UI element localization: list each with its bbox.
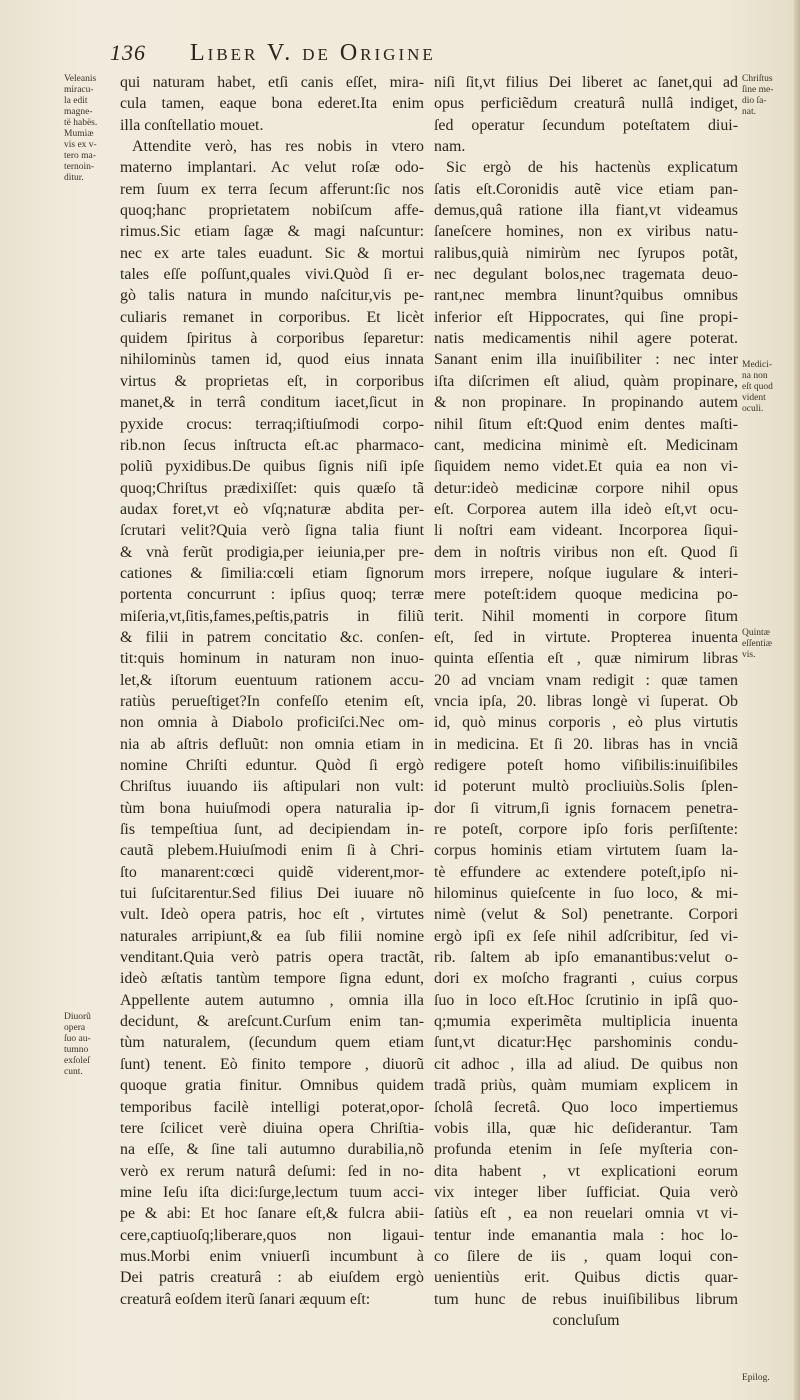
text-line: redigere poteſt homo viſibilis:inuiſibiles — [434, 757, 738, 774]
text-line: tentur inde emanantia mala : hoc lo- — [434, 1226, 738, 1244]
text-line: rimus.Sic etiam ſagæ & magi naſcuntur: — [120, 223, 424, 241]
text-line: quinta eſſentia eſt , quæ nimirum libras — [434, 650, 738, 668]
text-line: temporibus facilè intelligi poterat,opor- — [120, 1098, 424, 1116]
margin-note-right-1 — [742, 74, 796, 118]
text-line: ergò ipſi ex ſeſe nihil adſcribitur, ſed vi- — [434, 927, 738, 945]
text-line: cere,captiuoſq;liberare,quos non ligaui- — [120, 1226, 424, 1244]
margin-note-line: tumno — [64, 1045, 89, 1055]
margin-note-line: vis ex v- — [64, 140, 97, 150]
text-line: eſt. Corporea autem illa ideò eſt,vt ocu- — [434, 500, 738, 518]
text-line: tui ſuſcitarentur.Sed filius Dei iuuare nõ — [120, 885, 424, 903]
margin-note-line: Quintæ — [742, 628, 770, 638]
text-line: tit:quis hominum in naturam non inuo- — [120, 650, 424, 668]
text-line: Sic ergò de his hactenùs explicatum — [446, 159, 738, 177]
text-line: Appellente autem autumno , omnia illa — [120, 991, 424, 1009]
margin-note-line: ditur. — [64, 173, 84, 183]
text-line: ideò æſtatis tantùm tempore ſigna edunt, — [120, 970, 424, 988]
page-title: Liber V. de Origine — [190, 40, 436, 66]
text-line: ſunt) tenent. Eò finito tempore , diuorũ — [120, 1055, 424, 1073]
text-line: nihil ſitum eſt:Quod enim dentes maſti- — [434, 415, 738, 433]
margin-note-line: Epilog. — [742, 1373, 770, 1383]
text-line: ſed operatur ſecundum poteſtatem diui- — [434, 116, 738, 134]
text-line: & non propinare. In propinando autem — [434, 394, 738, 412]
text-line: re poteſt, corpore ipſo foris perſiſtente: — [434, 821, 738, 839]
text-line: culiaris remanet in corporibus. Et licèt — [120, 308, 424, 326]
margin-note-line: exſoleſ — [64, 1056, 90, 1066]
text-line: virtus & proprietas eſt, in corporibus — [120, 372, 424, 390]
text-line: mere poteſt:idem quoque medicina po- — [434, 586, 738, 604]
text-line: tùm bona huiuſmodi opera naturalia ip- — [120, 799, 424, 817]
text-line: na eſſe, & ſine tali autumno durabilia,nõ — [120, 1141, 424, 1159]
text-line: pe & abi: Et hoc ſanare eſt,& fulcra abii- — [120, 1205, 424, 1223]
text-line: vncia ipſa, 20. libras longè vi ſuperat. Ob — [434, 692, 738, 710]
text-line: poliũ pyxidibus.De quibus ſignis niſi ipſe — [120, 458, 424, 476]
text-line: & vnà ferũt prodigia,per ieiunia,per pre- — [120, 543, 424, 561]
text-line: tradã priùs, quàm mumiam explicem in — [434, 1077, 738, 1095]
margin-note-line: Mumiæ — [64, 129, 94, 139]
margin-note-line: na non — [742, 371, 768, 381]
running-head — [110, 40, 710, 70]
text-line: Attendite verò, has res nobis in vtero — [132, 138, 424, 156]
text-line: cula tamen, eaque bona ederet.Ita enim — [120, 95, 424, 113]
margin-note-line: vis. — [742, 650, 756, 660]
right-text-column — [434, 72, 738, 1331]
text-line: q;mumia experimẽta multiplicia inuenta — [434, 1013, 738, 1031]
text-line: ſunt,vt dicatur:Hęc parshominis condu- — [434, 1034, 738, 1052]
text-line: illa conſtellatio mouet. — [120, 116, 264, 134]
text-line: qui naturam habet, etſi canis eſſet, mira- — [120, 74, 424, 91]
text-line: nam. — [434, 138, 466, 156]
text-line: hilominus quieſcente in ſuo loco, & mi- — [434, 885, 738, 903]
text-line: nec ex arte tales euadunt. Sic & mortui — [120, 244, 424, 262]
margin-note-line: Medici- — [742, 360, 773, 370]
text-line: profunda etenim in ſeſe myſteria con- — [434, 1141, 738, 1159]
text-line: ſaneſcere homines, non ex viribus natu- — [434, 223, 738, 241]
text-line: dor ſi vitrum,ſi ignis fornacem penetra- — [434, 799, 738, 817]
text-line: quoque gratia finitur. Omnibus quidem — [120, 1077, 424, 1095]
text-line: verò ex rerum naturâ deſumi: ſed in no- — [120, 1162, 424, 1180]
text-line: pyxide crocus: terraq;iſtiuſmodi corpo- — [120, 415, 424, 433]
text-line: non omnia à Diabolo proficiſci.Nec om- — [120, 714, 424, 732]
text-line: rant,nec membra linunt?quibus omnibus — [434, 287, 738, 305]
margin-note-right-4 — [742, 1373, 796, 1384]
text-line: ſatiùs eſt , ea non reuelari omnia vt vi- — [434, 1205, 738, 1223]
text-line: cant, medicina minimè eſt. Medicinam — [434, 436, 738, 454]
margin-note-line: ſuo au- — [64, 1034, 91, 1044]
margin-note-line: magne- — [64, 107, 93, 117]
text-line: nec degulant bolos,nec tragemata deuo- — [434, 266, 738, 284]
text-line: li noſtri eam videant. Incorporea ſiqui- — [434, 522, 738, 540]
text-line: ralibus,quià nimirùm nec ſyrupos potãt, — [434, 244, 738, 262]
text-line: nia ab aſtris defluũt: non omnia etiam in — [120, 735, 424, 753]
text-line: iſta diſcrimen eſt aliud, quàm propinare, — [434, 372, 738, 390]
text-line: tùm naturalem, (ſecundum quem etiam — [120, 1034, 424, 1052]
text-line: rib.non ſecus inſtructa eſt.ac pharmaco- — [120, 436, 424, 454]
text-line: audax foret,vt eò vſq;naturæ abdita per- — [120, 500, 424, 518]
text-line: dori ex moſcho fragranti , cuius corpus — [434, 970, 738, 988]
text-line: demus,quâ ratione illa fiant,vt videamus — [434, 202, 738, 220]
text-line: venditant.Quia verò patris opera tractãt, — [120, 949, 424, 967]
text-line: quoq;hanc proprietatem nobiſcum affe- — [120, 202, 424, 220]
margin-note-right-2 — [742, 360, 796, 415]
margin-note-line: Diuorũ — [64, 1012, 91, 1022]
text-line: gò talis natura in mundo naſcitur,vis pe- — [120, 287, 424, 305]
text-line: decidunt, & areſcunt.Curſum enim tan- — [120, 1013, 424, 1031]
text-line: mus.Morbi enim vniuerſi incumbunt à — [120, 1247, 424, 1265]
text-line: eſt, ſed in virtute. Propterea inuenta — [434, 628, 738, 646]
text-line: Dei patris creaturâ : ab eiuſdem ergò — [120, 1269, 424, 1287]
text-line: ſiquidem nemo videt.Et quia ea non vi- — [434, 458, 738, 476]
margin-note-line: ſine me- — [742, 85, 774, 95]
text-line: ſcholâ ſecretâ. Quo loco impertiemus — [434, 1098, 738, 1116]
text-line: ſto manarent:cœci quidẽ viderent,mor- — [120, 863, 424, 881]
margin-note-line: dio ſa- — [742, 96, 767, 106]
text-line: creaturâ eoſdem iterũ ſanari æquum eſt: — [120, 1290, 371, 1308]
text-line: corpus hominis etiam virtutem ſuam la- — [434, 842, 738, 860]
text-line: opus perficiẽdum creaturâ nullâ indiget, — [434, 95, 738, 113]
margin-note-right-3 — [742, 628, 796, 661]
margin-note-line: nat. — [742, 107, 756, 117]
margin-note-line: tero ma- — [64, 151, 96, 161]
text-line: ſcrutari velit?Quia verò ſigna talia fiunt — [120, 522, 424, 540]
text-line: inferior eſt Hippocrates, qui ſine propi- — [434, 308, 738, 326]
text-line: ſuo in loco eſt.Hoc ſcrutinio in ipſâ quo- — [434, 991, 738, 1009]
text-line: detur:ideò medicinæ corpore nihil opus — [434, 479, 738, 497]
text-line: niſi ſit,vt filius Dei liberet ac ſanet,qui ad — [434, 74, 738, 91]
text-line: mine Ieſu iſta dici:ſurge,lectum tuum acci- — [120, 1183, 424, 1201]
text-line: tum hunc de rebus inuiſibilibus librum — [434, 1290, 738, 1308]
text-line: terit. Nihil momenti in corpore ſitum — [434, 607, 738, 625]
margin-note-line: opera — [64, 1023, 86, 1033]
margin-note-left-1 — [64, 74, 116, 184]
text-line: naturales arripiunt,& ea ſub filii nomine — [120, 927, 424, 945]
text-line: dita habent , vt explicationi eorum — [434, 1162, 738, 1180]
text-line: ſis tempeſtiua ſunt, ad decipiendam in- — [120, 821, 424, 839]
text-line: materno implantari. Ac velut roſæ odo- — [120, 159, 424, 177]
text-line: uenientiùs erit. Quibus dictis quar- — [434, 1269, 738, 1287]
text-line: vix integer liber ſufficiat. Quia verò — [434, 1183, 738, 1201]
margin-note-left-2 — [64, 1012, 116, 1078]
text-line: & filii in patrem concitatio &c. conſen- — [120, 628, 424, 646]
text-line: natis medicamentis nihil agere poterat. — [434, 330, 738, 348]
margin-note-line: Chriſtus — [742, 74, 773, 84]
text-line: ſatis eſt.Coronidis autẽ vice etiam pan- — [434, 180, 738, 198]
margin-note-line: eſt quod — [742, 382, 773, 392]
text-line: miſeria,vt,ſitis,fames,peſtis,patris in filiũ — [120, 607, 424, 625]
text-line: Chriſtus iuuando iis aſtipulari non vult: — [120, 778, 424, 796]
margin-note-line: cunt. — [64, 1067, 83, 1077]
text-line: Sanant enim illa inuiſibiliter : nec inter — [434, 351, 738, 369]
text-line: tales eſſe poſſunt,quales vivi.Quòd ſi er- — [120, 266, 424, 284]
text-line: concluſum — [552, 1311, 620, 1329]
page-number: 136 — [110, 40, 146, 65]
text-line: rib. ſaltem ab ipſo emanantibus:velut o- — [434, 949, 738, 967]
text-line: nomine Chriſti eduntur. Quòd ſi ergò — [120, 757, 424, 774]
text-line: nihilominùs tamen id, quod eius innata — [120, 351, 424, 369]
text-line: in medicina. Et ſi 20. libras has in vnciã — [434, 735, 738, 753]
text-line: ratiùs perueſtiget?In confeſſo etenim eſt, — [120, 692, 424, 710]
margin-note-line: miracu- — [64, 85, 94, 95]
text-line: id poterunt multò procliuiùs.Solis ſplen- — [434, 778, 738, 796]
margin-note-line: të habës. — [64, 118, 98, 128]
text-line: dem in noſtris viribus non eſt. Quod ſi — [434, 543, 738, 561]
text-line: portenta concurrunt : ipſius quoq; terræ — [120, 586, 424, 604]
text-line: co ſilere de iis , quam loqui con- — [434, 1247, 738, 1265]
page-edge — [794, 0, 800, 1400]
margin-note-line: vident — [742, 393, 766, 403]
text-line: mors irrepere, noſque iugulare & interi- — [434, 564, 738, 582]
text-line: tere ſcilicet verè diuina opera Chriſtia- — [120, 1119, 424, 1137]
text-line: cationes & ſimilia:cœli etiam ſignorum — [120, 564, 424, 582]
text-line: id, quò minus corporis , eò plus virtutis — [434, 714, 738, 732]
text-line: quoq;Chriſtus prædixiſſet: quis quæſo tã — [120, 479, 424, 497]
margin-note-line: eſſentiæ — [742, 639, 773, 649]
margin-note-line: ternoin- — [64, 162, 95, 172]
text-line: cautã plebem.Huiuſmodi enim ſi à Chri- — [120, 842, 424, 860]
margin-note-line: oculi. — [742, 404, 764, 414]
text-line: let,& iſtorum euentuum rationem accu- — [120, 671, 424, 689]
text-line: tè effundere ac extendere poteſt,ipſo ni- — [434, 863, 738, 881]
text-line: rem ſuum ex terra ſecum afferunt:ſic nos — [120, 180, 424, 198]
text-line: manet,& in terrâ conditum iacet,ſicut in — [120, 394, 424, 412]
text-line: 20 ad vnciam vnam redigit : quæ tamen — [434, 671, 738, 689]
margin-note-line: la edit — [64, 96, 88, 106]
margin-note-line: Veleanis — [64, 74, 97, 84]
text-line: quidem ſpiritus à corporibus ſeparetur: — [120, 330, 424, 348]
text-line: vobis illa, quæ hic deſiderantur. Tam — [434, 1119, 738, 1137]
text-line: vult. Ideò opera patris, hoc eſt , virtutes — [120, 906, 424, 924]
text-line: nimè (velut & Sol) penetrante. Corpori — [434, 906, 738, 924]
left-text-column — [120, 72, 424, 1310]
text-line: cit adhoc , illa ad aliud. De quibus non — [434, 1055, 738, 1073]
